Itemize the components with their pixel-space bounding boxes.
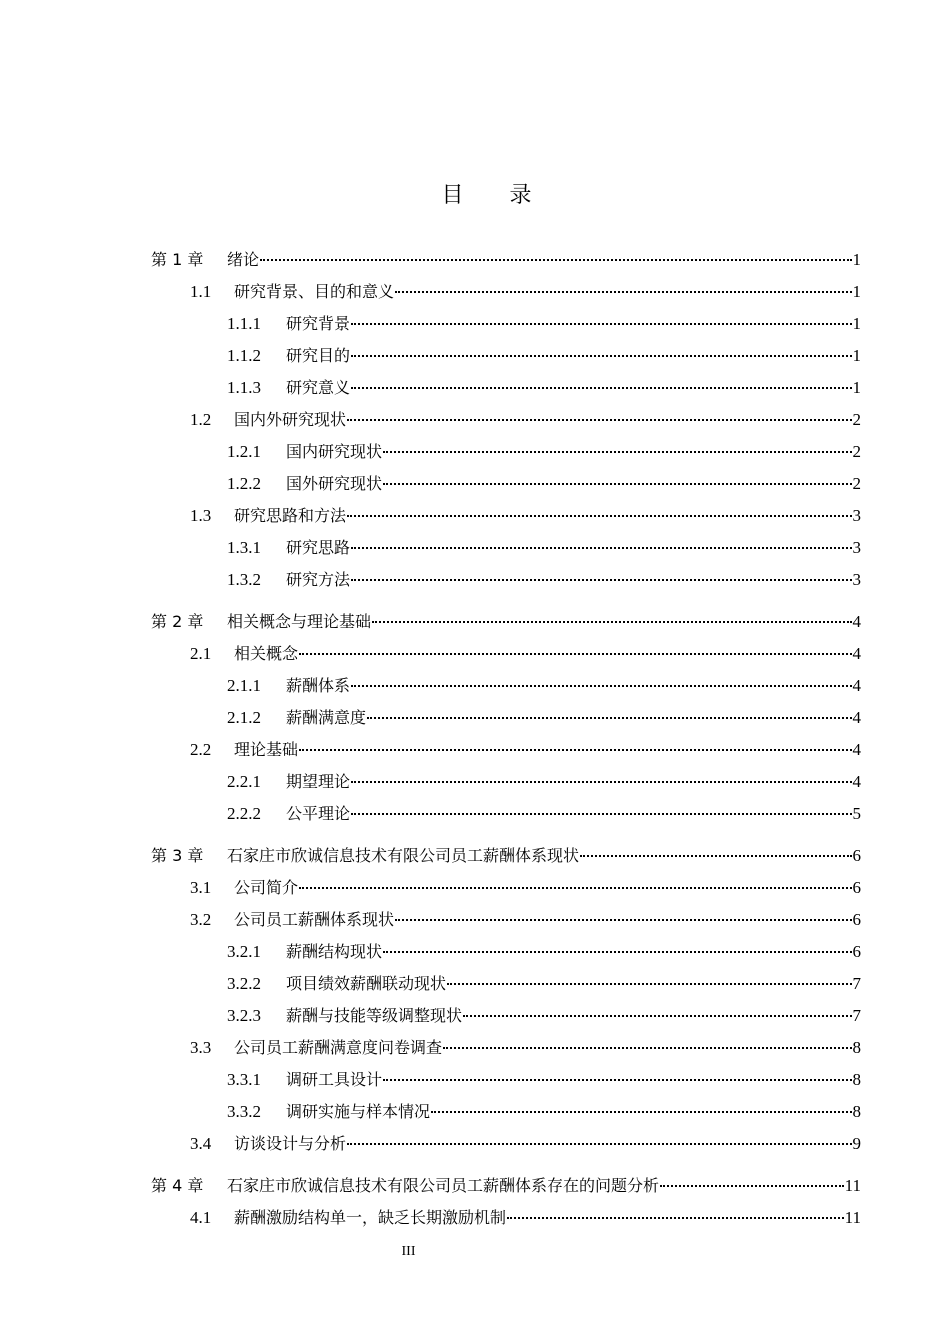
toc-entry-label: 石家庄市欣诚信息技术有限公司员工薪酬体系现状 (227, 846, 580, 865)
toc-dot-leader (447, 983, 851, 985)
toc-entry-label: 薪酬满意度 (286, 708, 367, 727)
toc-entry[interactable] (151, 244, 861, 276)
toc-dot-leader (351, 781, 851, 783)
toc-dot-leader (299, 749, 851, 751)
toc-entry-label: 薪酬结构现状 (286, 942, 383, 961)
toc-entry-label: 相关概念 (234, 644, 299, 663)
toc-dot-leader (351, 547, 851, 549)
toc-entry-label: 研究思路和方法 (234, 506, 347, 525)
toc-entry-page: 2 (852, 442, 861, 461)
toc-entry[interactable] (151, 340, 861, 372)
toc-dot-leader (383, 483, 851, 485)
toc-entry[interactable] (151, 1096, 861, 1128)
toc-dot-leader (351, 355, 851, 357)
toc-dot-leader (431, 1111, 851, 1113)
toc-dot-leader (383, 451, 851, 453)
toc-dot-leader (351, 323, 851, 325)
toc-entry-label: 国内研究现状 (286, 442, 383, 461)
toc-entry[interactable] (151, 532, 861, 564)
toc-entry-number: 1.3.1 (227, 538, 261, 557)
toc-entry-number: 第 1 章 (151, 250, 204, 269)
toc-dot-leader (383, 951, 851, 953)
table-of-contents (151, 244, 861, 1234)
toc-entry-label: 公司员工薪酬满意度问卷调查 (234, 1038, 443, 1057)
toc-entry[interactable] (151, 798, 861, 830)
toc-entry[interactable] (151, 1032, 861, 1064)
toc-dot-leader (299, 653, 851, 655)
toc-entry-number: 2.1 (190, 644, 212, 663)
toc-entry-label: 研究背景、目的和意义 (234, 282, 395, 301)
toc-entry-label: 调研实施与样本情况 (286, 1102, 431, 1121)
toc-entry-number: 1.1 (190, 282, 212, 301)
toc-entry-page: 8 (852, 1102, 861, 1121)
toc-entry-number: 1.2.1 (227, 442, 261, 461)
toc-entry-label: 石家庄市欣诚信息技术有限公司员工薪酬体系存在的问题分析 (227, 1176, 660, 1195)
toc-entry-number: 1.3.2 (227, 570, 261, 589)
toc-entry-number: 1.2 (190, 410, 212, 429)
page-number-footer: III (401, 1244, 416, 1259)
toc-entry-number: 1.1.3 (227, 378, 261, 397)
toc-entry[interactable] (151, 702, 861, 734)
toc-entry-page: 2 (852, 474, 861, 493)
toc-entry-label: 研究方法 (286, 570, 351, 589)
toc-entry[interactable] (151, 872, 861, 904)
toc-entry-number: 1.1.2 (227, 346, 261, 365)
toc-entry[interactable] (151, 968, 861, 1000)
toc-entry-page: 5 (852, 804, 861, 823)
toc-dot-leader (347, 1143, 851, 1145)
toc-entry-page: 2 (852, 410, 861, 429)
toc-dot-leader (395, 291, 851, 293)
toc-entry-number: 2.2.1 (227, 772, 261, 791)
toc-entry[interactable] (151, 638, 861, 670)
toc-entry[interactable] (151, 468, 861, 500)
toc-entry-label: 公司简介 (234, 878, 299, 897)
toc-entry[interactable] (151, 936, 861, 968)
toc-entry-number: 1.3 (190, 506, 212, 525)
toc-dot-leader (347, 419, 851, 421)
toc-entry-number: 2.2 (190, 740, 212, 759)
toc-entry-page: 6 (852, 942, 861, 961)
toc-entry-number: 2.1.2 (227, 708, 261, 727)
toc-dot-leader (463, 1015, 851, 1017)
toc-entry-label: 研究思路 (286, 538, 351, 557)
toc-entry-page: 1 (852, 282, 861, 301)
toc-entry-page: 4 (852, 708, 861, 727)
toc-entry[interactable] (151, 500, 861, 532)
toc-entry-page: 6 (852, 910, 861, 929)
toc-entry-page: 8 (852, 1070, 861, 1089)
toc-entry-label: 研究意义 (286, 378, 351, 397)
toc-entry[interactable] (151, 276, 861, 308)
toc-entry-label: 公平理论 (286, 804, 351, 823)
toc-entry-page: 3 (852, 570, 861, 589)
toc-entry-number: 3.2.3 (227, 1006, 261, 1025)
toc-entry-label: 研究背景 (286, 314, 351, 333)
toc-entry-page: 7 (852, 1006, 861, 1025)
toc-entry-label: 研究目的 (286, 346, 351, 365)
toc-entry[interactable] (151, 1128, 861, 1160)
toc-entry-page: 11 (844, 1208, 861, 1227)
toc-entry[interactable] (151, 734, 861, 766)
toc-entry-number: 4.1 (190, 1208, 212, 1227)
toc-dot-leader (299, 887, 851, 889)
toc-entry-page: 1 (852, 378, 861, 397)
toc-entry-label: 国内外研究现状 (234, 410, 347, 429)
toc-entry-label: 薪酬体系 (286, 676, 351, 695)
toc-entry-label: 公司员工薪酬体系现状 (234, 910, 395, 929)
toc-entry-page: 6 (852, 846, 861, 865)
toc-entry-number: 3.3.2 (227, 1102, 261, 1121)
page-title (0, 178, 950, 209)
title-char-1: 目 (441, 183, 466, 208)
toc-entry-page: 1 (852, 314, 861, 333)
toc-entry-label: 项目绩效薪酬联动现状 (286, 974, 447, 993)
toc-dot-leader (372, 621, 851, 623)
toc-dot-leader (347, 515, 851, 517)
toc-entry-label: 理论基础 (234, 740, 299, 759)
toc-entry-page: 9 (852, 1134, 861, 1153)
toc-entry[interactable] (151, 1000, 861, 1032)
toc-dot-leader (443, 1047, 851, 1049)
toc-dot-leader (351, 579, 851, 581)
toc-dot-leader (351, 813, 851, 815)
toc-entry-label: 薪酬激励结构单一，缺乏长期激励机制 (234, 1208, 507, 1227)
toc-dot-leader (351, 685, 851, 687)
toc-dot-leader (660, 1185, 844, 1187)
toc-entry-page: 1 (852, 346, 861, 365)
toc-entry-number: 3.4 (190, 1134, 212, 1153)
toc-entry-page: 4 (852, 740, 861, 759)
toc-entry-number: 1.1.1 (227, 314, 261, 333)
toc-entry[interactable] (151, 564, 861, 596)
toc-entry-number: 3.2.2 (227, 974, 261, 993)
toc-entry[interactable] (151, 766, 861, 798)
toc-entry-page: 7 (852, 974, 861, 993)
toc-dot-leader (507, 1217, 844, 1219)
toc-entry[interactable] (151, 372, 861, 404)
toc-entry[interactable] (151, 904, 861, 936)
toc-entry[interactable] (151, 1064, 861, 1096)
title-char-2: 录 (509, 183, 534, 208)
toc-entry[interactable] (151, 606, 861, 638)
toc-entry-label: 相关概念与理论基础 (227, 612, 372, 631)
toc-entry-label: 调研工具设计 (286, 1070, 383, 1089)
toc-dot-leader (367, 717, 851, 719)
toc-entry-number: 3.3 (190, 1038, 212, 1057)
toc-entry-number: 3.1 (190, 878, 212, 897)
toc-entry-label: 绪论 (227, 250, 260, 269)
toc-dot-leader (383, 1079, 851, 1081)
toc-entry-number: 第 2 章 (151, 612, 204, 631)
toc-entry-page: 4 (852, 644, 861, 663)
toc-entry-page: 4 (852, 772, 861, 791)
toc-entry-page: 4 (852, 676, 861, 695)
toc-entry-label: 薪酬与技能等级调整现状 (286, 1006, 463, 1025)
toc-entry[interactable] (151, 670, 861, 702)
toc-entry-number: 2.2.2 (227, 804, 261, 823)
toc-entry[interactable] (151, 840, 861, 872)
toc-entry[interactable] (151, 1170, 861, 1202)
toc-entry[interactable] (151, 308, 861, 340)
toc-entry-label: 国外研究现状 (286, 474, 383, 493)
toc-entry-page: 1 (852, 250, 861, 269)
toc-entry-page: 3 (852, 506, 861, 525)
toc-entry-number: 第 3 章 (151, 846, 204, 865)
toc-entry-page: 11 (844, 1176, 861, 1195)
toc-entry-number: 2.1.1 (227, 676, 261, 695)
toc-entry[interactable] (151, 1202, 861, 1234)
toc-entry-number: 第 4 章 (151, 1176, 204, 1195)
toc-entry[interactable] (151, 436, 861, 468)
toc-entry-page: 6 (852, 878, 861, 897)
toc-entry-label: 期望理论 (286, 772, 351, 791)
toc-entry-number: 3.2 (190, 910, 212, 929)
toc-dot-leader (395, 919, 851, 921)
toc-entry[interactable] (151, 404, 861, 436)
toc-entry-number: 1.2.2 (227, 474, 261, 493)
toc-entry-page: 3 (852, 538, 861, 557)
toc-entry-number: 3.3.1 (227, 1070, 261, 1089)
toc-entry-page: 4 (852, 612, 861, 631)
toc-entry-label: 访谈设计与分析 (234, 1134, 347, 1153)
toc-dot-leader (351, 387, 851, 389)
toc-entry-page: 8 (852, 1038, 861, 1057)
toc-dot-leader (580, 855, 851, 857)
toc-entry-number: 3.2.1 (227, 942, 261, 961)
toc-dot-leader (260, 259, 851, 261)
